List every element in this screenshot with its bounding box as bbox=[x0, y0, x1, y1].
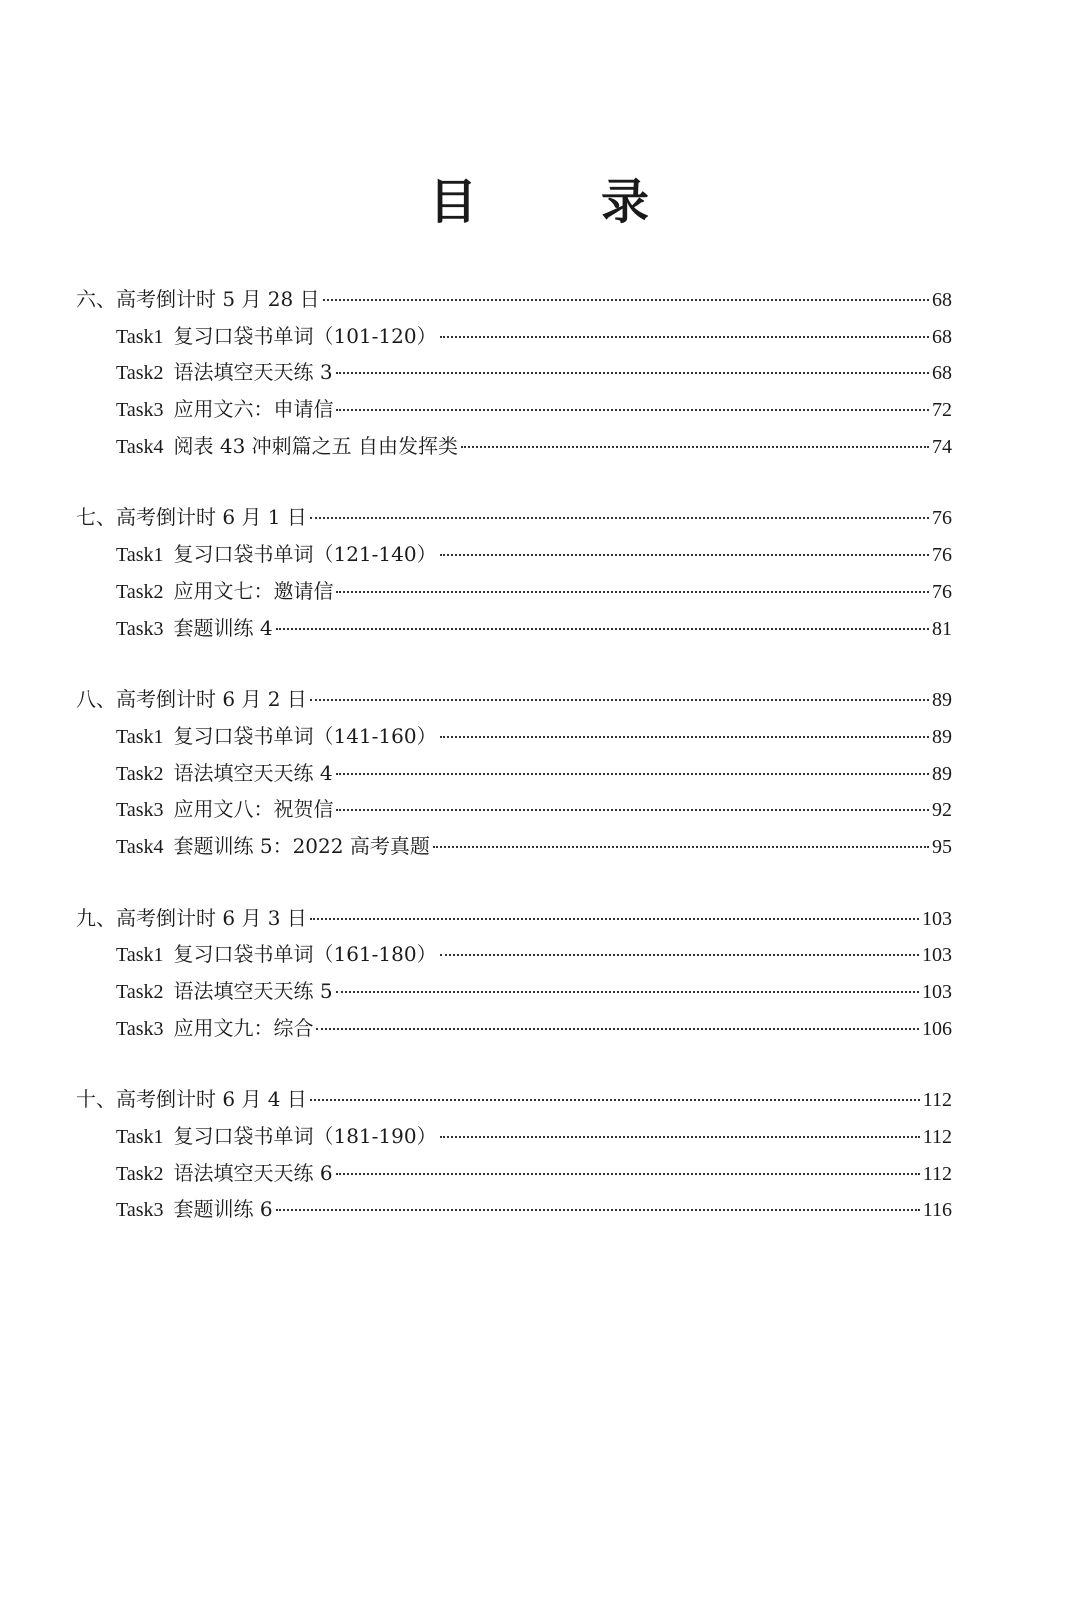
toc-task-entry[interactable] bbox=[76, 1191, 952, 1228]
task-text: 语法填空天天练 5 bbox=[173, 979, 333, 1003]
page-number: 112 bbox=[922, 1089, 952, 1112]
task-id: Task2 bbox=[116, 981, 164, 1003]
page-number: 74 bbox=[932, 435, 952, 458]
page-number: 95 bbox=[932, 835, 952, 858]
task-text: 语法填空天天练 4 bbox=[173, 760, 333, 785]
task-text: 套题训练 5：2022 高考真题 bbox=[173, 833, 430, 858]
task-id: Task2 bbox=[116, 580, 164, 603]
task-text: 复习口袋书单词（181-190） bbox=[173, 1124, 437, 1149]
task-id: Task1 bbox=[116, 725, 164, 748]
page-number: 92 bbox=[932, 799, 952, 822]
toc-task-entry[interactable] bbox=[76, 391, 952, 428]
toc-task-entry[interactable] bbox=[76, 573, 952, 610]
task-id: Task3 bbox=[116, 1199, 164, 1222]
page-number: 68 bbox=[932, 289, 952, 311]
page-number: 116 bbox=[922, 1199, 952, 1222]
task-id: Task3 bbox=[116, 799, 164, 822]
dot-leader bbox=[440, 954, 919, 956]
task-id: Task1 bbox=[116, 544, 164, 567]
toc-task-entry[interactable] bbox=[76, 718, 952, 755]
dot-leader bbox=[310, 918, 919, 920]
task-id: Task4 bbox=[116, 835, 164, 858]
toc-section bbox=[76, 900, 952, 1047]
dot-leader bbox=[440, 336, 929, 338]
page-number: 89 bbox=[932, 725, 952, 748]
task-id: Task3 bbox=[116, 617, 164, 640]
page-number: 81 bbox=[932, 617, 952, 640]
dot-leader bbox=[310, 1099, 920, 1101]
dot-leader bbox=[440, 1136, 920, 1138]
page-number: 103 bbox=[922, 944, 952, 967]
page-number: 72 bbox=[932, 399, 952, 422]
page-number: 68 bbox=[932, 325, 952, 348]
page-number: 112 bbox=[922, 1162, 952, 1185]
task-id: Task2 bbox=[116, 1162, 164, 1185]
toc-task-entry[interactable] bbox=[76, 354, 952, 391]
section-heading-text: 十、高考倒计时 6 月 4 日 bbox=[76, 1087, 307, 1112]
toc-section bbox=[76, 281, 952, 464]
toc-task-entry[interactable] bbox=[76, 828, 952, 865]
dot-leader bbox=[336, 409, 929, 411]
table-of-contents bbox=[76, 281, 952, 1263]
toc-section bbox=[76, 681, 952, 864]
toc-task-entry[interactable] bbox=[76, 610, 952, 647]
toc-section bbox=[76, 1081, 952, 1228]
page-number: 76 bbox=[932, 580, 952, 603]
task-id: Task4 bbox=[116, 435, 164, 458]
task-text: 复习口袋书单词（101-120） bbox=[173, 323, 437, 348]
toc-task-entry[interactable] bbox=[76, 1010, 952, 1047]
toc-task-entry[interactable] bbox=[76, 791, 952, 828]
task-text: 阅表 43 冲刺篇之五 自由发挥类 bbox=[173, 433, 459, 458]
task-text: 语法填空天天练 6 bbox=[173, 1160, 333, 1185]
toc-task-entry[interactable] bbox=[76, 318, 952, 355]
dot-leader bbox=[336, 991, 919, 993]
page-number: 68 bbox=[932, 362, 952, 385]
page-number: 76 bbox=[932, 507, 952, 530]
page-title: 目 录 bbox=[428, 174, 687, 230]
toc-section-heading[interactable] bbox=[76, 900, 952, 937]
page-number: 103 bbox=[922, 907, 952, 930]
dot-leader bbox=[310, 517, 929, 519]
toc-section-heading[interactable] bbox=[76, 681, 952, 718]
dot-leader bbox=[440, 736, 929, 738]
toc-task-entry[interactable] bbox=[76, 536, 952, 573]
dot-leader bbox=[316, 1028, 919, 1030]
dot-leader bbox=[336, 773, 929, 775]
task-id: Task1 bbox=[116, 325, 164, 348]
task-text: 复习口袋书单词（141-160） bbox=[173, 723, 437, 748]
dot-leader bbox=[323, 299, 929, 301]
toc-task-entry[interactable] bbox=[76, 755, 952, 792]
dot-leader bbox=[336, 591, 929, 593]
page-number: 89 bbox=[932, 689, 952, 712]
toc-section bbox=[76, 499, 952, 646]
page-number: 76 bbox=[932, 544, 952, 567]
task-id: Task1 bbox=[116, 944, 164, 967]
task-id: Task2 bbox=[116, 362, 164, 385]
toc-section-heading[interactable] bbox=[76, 499, 952, 536]
task-text: 应用文六：申请信 bbox=[173, 397, 334, 422]
dot-leader bbox=[276, 1209, 920, 1211]
dot-leader bbox=[276, 628, 929, 630]
dot-leader bbox=[336, 1173, 920, 1175]
task-id: Task2 bbox=[116, 762, 164, 785]
dot-leader bbox=[310, 699, 929, 701]
dot-leader bbox=[336, 809, 929, 811]
task-text: 应用文八：祝贺信 bbox=[173, 797, 334, 822]
dot-leader bbox=[433, 846, 929, 848]
section-heading-text: 六、高考倒计时 5 月 28 日 bbox=[76, 287, 320, 311]
task-id: Task3 bbox=[116, 1017, 164, 1040]
page-number: 106 bbox=[922, 1017, 952, 1040]
toc-section-heading[interactable] bbox=[76, 281, 952, 318]
toc-task-entry[interactable] bbox=[76, 936, 952, 973]
task-text: 应用文七：邀请信 bbox=[173, 578, 334, 603]
toc-task-entry[interactable] bbox=[76, 973, 952, 1010]
section-heading-text: 九、高考倒计时 6 月 3 日 bbox=[76, 905, 307, 930]
section-heading-text: 八、高考倒计时 6 月 2 日 bbox=[76, 687, 307, 712]
page-number: 89 bbox=[932, 762, 952, 785]
dot-leader bbox=[440, 554, 929, 556]
task-text: 套题训练 4 bbox=[173, 615, 273, 640]
toc-task-entry[interactable] bbox=[76, 428, 952, 465]
toc-task-entry[interactable] bbox=[76, 1118, 952, 1155]
page-number: 103 bbox=[922, 981, 952, 1003]
task-text: 复习口袋书单词（121-140） bbox=[173, 542, 437, 567]
section-heading-text: 七、高考倒计时 6 月 1 日 bbox=[76, 505, 307, 530]
toc-task-entry[interactable] bbox=[76, 1155, 952, 1192]
task-text: 语法填空天天练 3 bbox=[173, 360, 333, 385]
page-number: 112 bbox=[922, 1126, 952, 1149]
task-id: Task3 bbox=[116, 399, 164, 422]
task-text: 应用文九：综合 bbox=[173, 1015, 314, 1040]
task-text: 复习口袋书单词（161-180） bbox=[173, 942, 437, 967]
dot-leader bbox=[461, 446, 929, 448]
task-id: Task1 bbox=[116, 1126, 164, 1149]
task-text: 套题训练 6 bbox=[173, 1197, 273, 1222]
dot-leader bbox=[336, 372, 929, 374]
toc-section-heading[interactable] bbox=[76, 1081, 952, 1118]
